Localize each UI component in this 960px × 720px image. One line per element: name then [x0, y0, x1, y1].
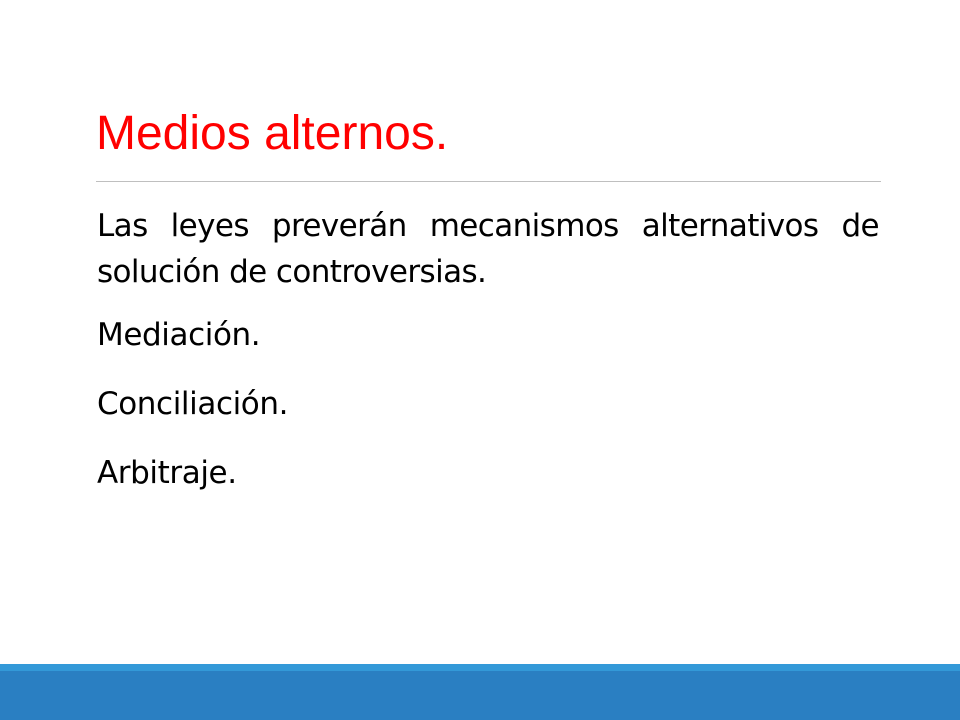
title-divider: [96, 181, 881, 182]
alternatives-list: [97, 312, 879, 496]
slide-body: [97, 203, 879, 519]
list-item-conciliacion: Conciliación.: [97, 386, 289, 422]
body-paragraph: Las leyes preverán mecanismos alternativos de solución de controversias.: [97, 208, 879, 290]
slide-title: Medios alternos.: [96, 107, 449, 160]
list-item-mediacion: Mediación.: [97, 317, 261, 353]
footer-band: [0, 664, 960, 720]
list-item-arbitraje: Arbitraje.: [97, 455, 237, 491]
